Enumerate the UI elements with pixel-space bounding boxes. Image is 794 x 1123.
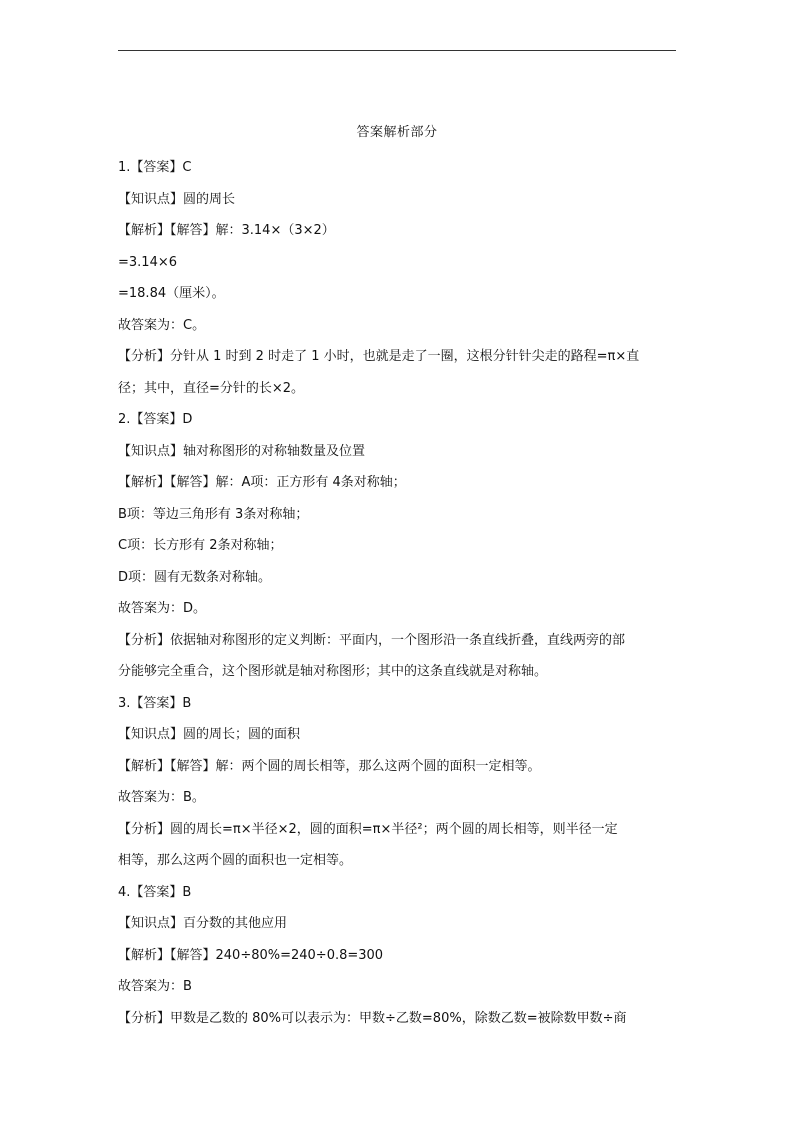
analysis-line: 【解析】【解答】240÷80%=240÷0.8=300 (118, 947, 384, 963)
question-block (118, 877, 678, 1035)
summary-line: 【分析】甲数是乙数的 80%可以表示为：甲数÷乙数=80%，除数乙数=被除数甲数÷商 (118, 1010, 627, 1026)
analysis-line: 故答案为：B (118, 979, 192, 994)
question-block (118, 152, 678, 404)
analysis-line: =18.84（厘米）。 (118, 286, 225, 301)
header-rule (118, 50, 676, 51)
analysis-line: 故答案为：C。 (118, 317, 206, 333)
analysis-line: D项：圆有无数条对称轴。 (118, 569, 272, 585)
page-title: 答案解析部分 (356, 125, 438, 140)
knowledge-line: 【知识点】圆的周长；圆的面积 (118, 727, 301, 742)
summary-line: 【分析】分针从 1 时到 2 时走了 1 小时，也就是走了一圈，这根分针针尖走的路程=π×直 (118, 349, 640, 364)
summary-line: 相等，那么这两个圆的面积也一定相等。 (118, 853, 353, 868)
analysis-line: C项：长方形有 2条对称轴； (118, 538, 283, 553)
knowledge-line: 【知识点】圆的周长 (118, 191, 236, 207)
analysis-line: B项：等边三角形有 3条对称轴； (118, 506, 309, 522)
answer-line: 2.【答案】D (118, 412, 193, 427)
summary-line: 径；其中，直径=分针的长×2。 (118, 380, 305, 396)
analysis-line: 【解析】【解答】解：两个圆的周长相等，那么这两个圆的面积一定相等。 (118, 758, 541, 774)
answer-line: 1.【答案】C (118, 160, 192, 175)
answer-line: 3.【答案】B (118, 695, 192, 711)
analysis-line: =3.14×6 (118, 254, 178, 270)
knowledge-line: 【知识点】轴对称图形的对称轴数量及位置 (118, 443, 366, 459)
analysis-line: 故答案为：B。 (118, 790, 205, 805)
analysis-line: 【解析】【解答】解：A项：正方形有 4条对称轴； (118, 475, 406, 490)
answer-line: 4.【答案】B (118, 884, 192, 900)
knowledge-line: 【知识点】百分数的其他应用 (118, 916, 288, 931)
summary-line: 分能够完全重合，这个图形就是轴对称图形；其中的这条直线就是对称轴。 (118, 664, 548, 679)
analysis-line: 故答案为：D。 (118, 601, 207, 616)
answer-content (118, 152, 678, 1034)
question-block (118, 404, 678, 688)
summary-line: 【分析】圆的周长=π×半径×2，圆的面积=π×半径²；两个圆的周长相等，则半径一定 (118, 821, 618, 837)
question-block (118, 688, 678, 877)
summary-line: 【分析】依据轴对称图形的定义判断：平面内，一个图形沿一条直线折叠，直线两旁的部 (118, 632, 626, 648)
analysis-line: 【解析】【解答】解：3.14×（3×2） (118, 223, 335, 238)
